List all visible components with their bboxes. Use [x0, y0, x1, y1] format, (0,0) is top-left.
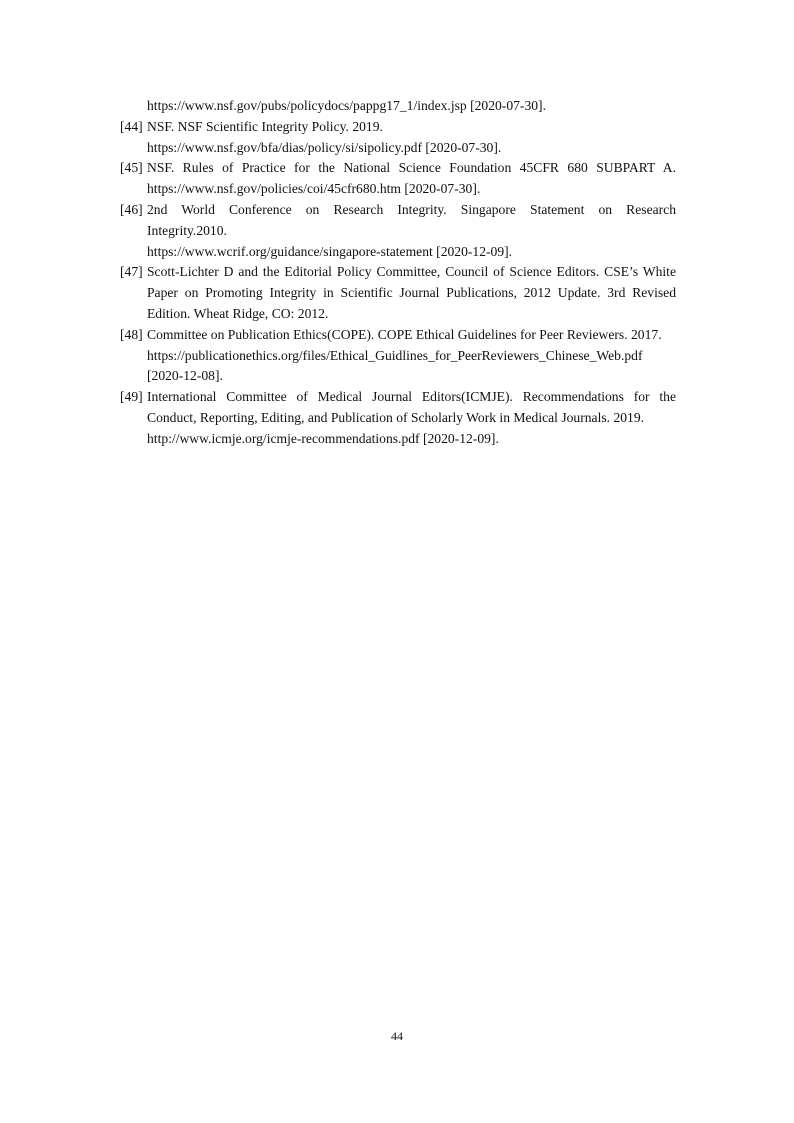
- reference-44: [120, 117, 676, 159]
- reference-body: [147, 262, 676, 324]
- reference-body: [147, 117, 676, 159]
- reference-49: [120, 387, 676, 449]
- reference-line: http://www.icmje.org/icmje-recommendations.pdf [2020-12-09].: [147, 430, 499, 446]
- reference-line: NSF. NSF Scientific Integrity Policy. 2019.: [147, 118, 383, 134]
- page-number: 44: [391, 1029, 403, 1043]
- reference-continuation-line: https://www.nsf.gov/pubs/policydocs/pappg17_1/index.jsp [2020-07-30].: [147, 98, 546, 113]
- reference-number: [48]: [120, 326, 143, 342]
- reference-body: [147, 325, 676, 387]
- reference-line: NSF. Rules of Practice for the National Science Foundation 45CFR 680 SUBPART A.: [147, 160, 676, 176]
- reference-line: International Committee of Medical Journal Editors(ICMJE). Recommendations for the: [147, 389, 676, 405]
- reference-number: [47]: [120, 264, 143, 280]
- reference-line: 2nd World Conference on Research Integrity. Singapore Statement on Research: [147, 201, 676, 217]
- reference-line: Scott-Lichter D and the Editorial Policy Committee, Council of Science Editors. CSE’s White: [147, 264, 676, 280]
- reference-number: [49]: [120, 389, 143, 405]
- reference-line: https://www.wcrif.org/guidance/singapore-statement [2020-12-09].: [147, 243, 513, 259]
- reference-line: Conduct, Reporting, Editing, and Publication of Scholarly Work in Medical Journals. 2019.: [147, 409, 645, 425]
- reference-line: https://publicationethics.org/files/Ethical_Guidlines_for_PeerReviewers_Chinese_Web.pdf: [147, 347, 643, 363]
- reference-45: [120, 158, 676, 200]
- reference-line: Edition. Wheat Ridge, CO: 2012.: [147, 305, 329, 321]
- reference-number: [46]: [120, 201, 143, 217]
- reference-number: [45]: [120, 160, 143, 176]
- reference-48: [120, 325, 676, 387]
- reference-line: Committee on Publication Ethics(COPE). COPE Ethical Guidelines for Peer Reviewers. 2017.: [147, 326, 662, 342]
- reference-body: [147, 387, 676, 449]
- reference-46: [120, 200, 676, 262]
- reference-line: Paper on Promoting Integrity in Scientific Journal Publications, 2012 Update. 3rd Revised: [147, 285, 676, 301]
- reference-line: https://www.nsf.gov/policies/coi/45cfr680.htm [2020-07-30].: [147, 181, 481, 197]
- reference-body: [147, 200, 676, 262]
- reference-body: [147, 158, 676, 200]
- reference-line: https://www.nsf.gov/bfa/dias/policy/si/sipolicy.pdf [2020-07-30].: [147, 139, 502, 155]
- reference-line: [2020-12-08].: [147, 368, 223, 384]
- reference-list: [120, 96, 676, 450]
- reference-47: [120, 262, 676, 324]
- reference-number: [44]: [120, 118, 143, 134]
- reference-line: Integrity.2010.: [147, 222, 227, 238]
